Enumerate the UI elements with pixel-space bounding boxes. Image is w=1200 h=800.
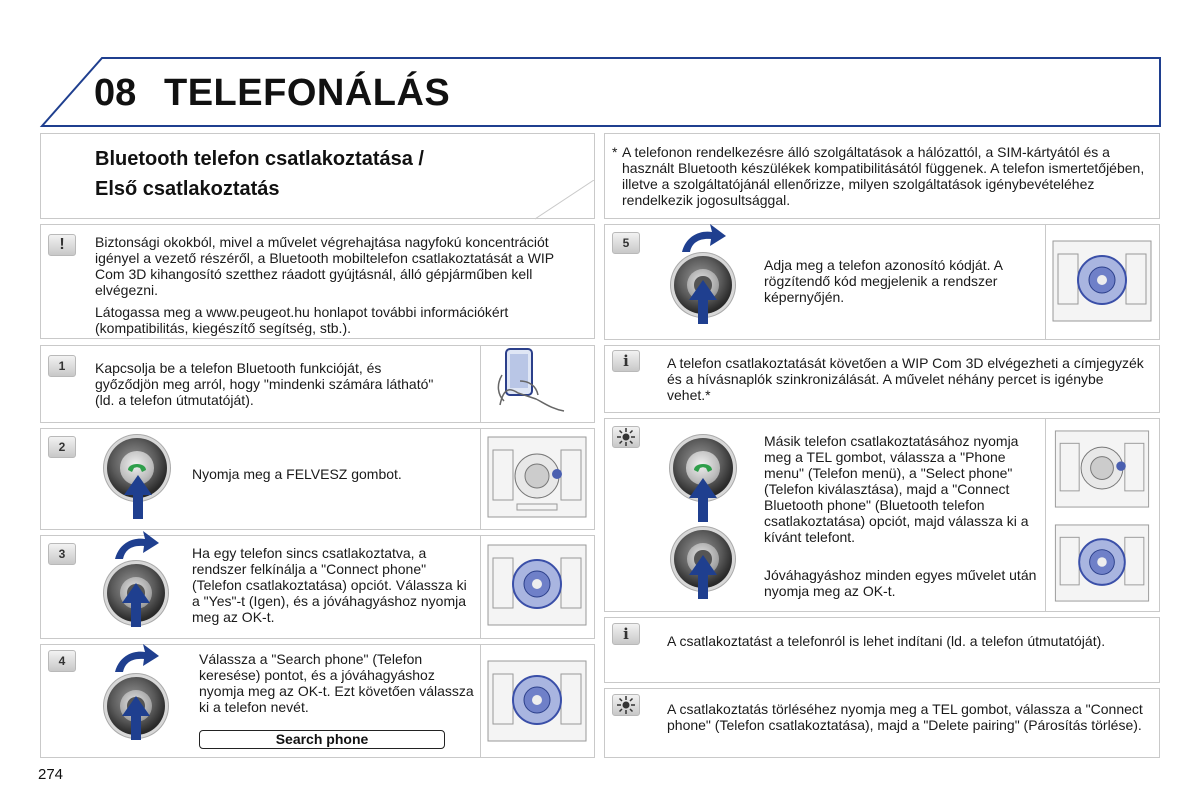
step-5-badge: 5 bbox=[612, 232, 640, 254]
title-box-corner bbox=[535, 180, 595, 220]
section-title-line1: Bluetooth telefon csatlakoztatása / bbox=[95, 148, 424, 170]
step-1-badge: 1 bbox=[48, 355, 76, 377]
section-title-line2: Első csatlakoztatás bbox=[95, 178, 280, 200]
tip-1-para2: Jóváhagyáshoz minden egyes művelet után nyomja meg az OK-t. bbox=[764, 567, 1037, 599]
radio-panel-image bbox=[487, 436, 587, 518]
section-title-box bbox=[40, 133, 595, 219]
step-2-text: Nyomja meg a FELVESZ gombot. bbox=[192, 466, 402, 482]
tip-1-para1: Másik telefon csatlakoztatásához nyomja meg a TEL gombot, válassza a "Phone menu" (Telefon menü), a "Select phone" (Telefon kiválasztása), majd a "Connect Bluetooth phone" (Bluetooth telefon csatlakoztatása) opciót, majd válassza ki a kívánt telefont. bbox=[764, 433, 1029, 545]
hand-phone-icon bbox=[492, 345, 582, 417]
up-arrow-icon bbox=[122, 696, 150, 740]
step-3-badge: 3 bbox=[48, 543, 76, 565]
warning-para1: Biztonsági okokból, mivel a művelet végrehajtása nagyfokú koncentrációt igényel a vezető részéről, a Bluetooth mobiltelefon csatlakoztatását a WIP Com 3D kihangosító szetthez ráadott gyújtásnál, álló gépjárműben kell elvégezni. bbox=[95, 234, 554, 298]
info-2-box bbox=[604, 617, 1160, 683]
rotate-arrow-icon bbox=[113, 644, 159, 674]
radio-panel-image bbox=[1052, 524, 1152, 602]
step-4-text: Válassza a "Search phone" (Telefon keresése) pontot, és a jóváhagyáshoz nyomja meg az OK-t. Ezt követően válassza ki a telefon nevét. bbox=[199, 651, 474, 715]
chapter-number: 08 bbox=[94, 72, 137, 114]
up-arrow-icon bbox=[689, 555, 717, 599]
radio-panel-image bbox=[1052, 240, 1152, 322]
up-arrow-icon bbox=[124, 475, 152, 519]
footnote-star: * bbox=[612, 144, 618, 160]
sun-icon bbox=[617, 696, 635, 714]
tip-2-badge bbox=[612, 694, 640, 716]
step-3-text: Ha egy telefon sincs csatlakoztatva, a rendszer felkínálja a "Connect phone" (Telefon csatlakoztatása) opciót. Válassza ki a "Yes"-t (Igen), és a jóváhagyáshoz nyomja meg az OK-t. bbox=[192, 545, 467, 625]
step-4-badge: 4 bbox=[48, 650, 76, 672]
sun-icon bbox=[617, 428, 635, 446]
page-number: 274 bbox=[38, 766, 64, 783]
warning-para2: Látogassa meg a www.peugeot.hu honlapot további információkért (kompatibilitás, kiegészítő segítség, stb.). bbox=[95, 304, 509, 336]
rotate-arrow-icon bbox=[680, 224, 726, 254]
info-2-text: A csatlakoztatást a telefonról is lehet indítani (ld. a telefon útmutatóját). bbox=[667, 633, 1106, 649]
step-2-badge: 2 bbox=[48, 436, 76, 458]
radio-panel-image bbox=[487, 660, 587, 742]
info-2-badge: i bbox=[612, 623, 640, 645]
info-1-badge: i bbox=[612, 350, 640, 372]
info-1-text: A telefon csatlakoztatását követően a WIP Com 3D elvégezheti a címjegyzék és a hívásnaplók szinkronizálását. A művelet néhány percet is igénybe vehet.* bbox=[667, 355, 1144, 403]
page-title: TELEFONÁLÁS bbox=[164, 72, 451, 114]
up-arrow-icon bbox=[122, 583, 150, 627]
up-arrow-icon bbox=[689, 478, 717, 522]
radio-panel-image bbox=[487, 544, 587, 626]
step-5-text: Adja meg a telefon azonosító kódját. A rögzítendő kód megjelenik a rendszer képernyőjén. bbox=[764, 257, 1003, 305]
footnote-text: A telefonon rendelkezésre álló szolgáltatások a hálózattól, a SIM-kártyától és a használt Bluetooth készülékek kompatibilitásától függenek. A telefon ismertetőjében, illetve a szolgáltatójánál ellenőrizze, milyen szolgáltatások igénybevételéhez rendelkezik jogosultsággal. bbox=[622, 144, 1145, 208]
rotate-arrow-icon bbox=[113, 531, 159, 561]
radio-panel-image bbox=[1052, 430, 1152, 508]
step-1-text: Kapcsolja be a telefon Bluetooth funkcióját, és győződjön meg arról, hogy "mindenki számára látható" (ld. a telefon útmutatóját). bbox=[95, 360, 434, 408]
search-phone-display: Search phone bbox=[199, 730, 445, 749]
up-arrow-icon bbox=[689, 280, 717, 324]
tip-2-text: A csatlakoztatás törléséhez nyomja meg a TEL gombot, válassza a "Connect phone" (Telefon csatlakoztatása), majd a "Delete pairing" (Párosítás törlése). bbox=[667, 701, 1143, 733]
tip-1-badge bbox=[612, 426, 640, 448]
warning-badge: ! bbox=[48, 234, 76, 256]
